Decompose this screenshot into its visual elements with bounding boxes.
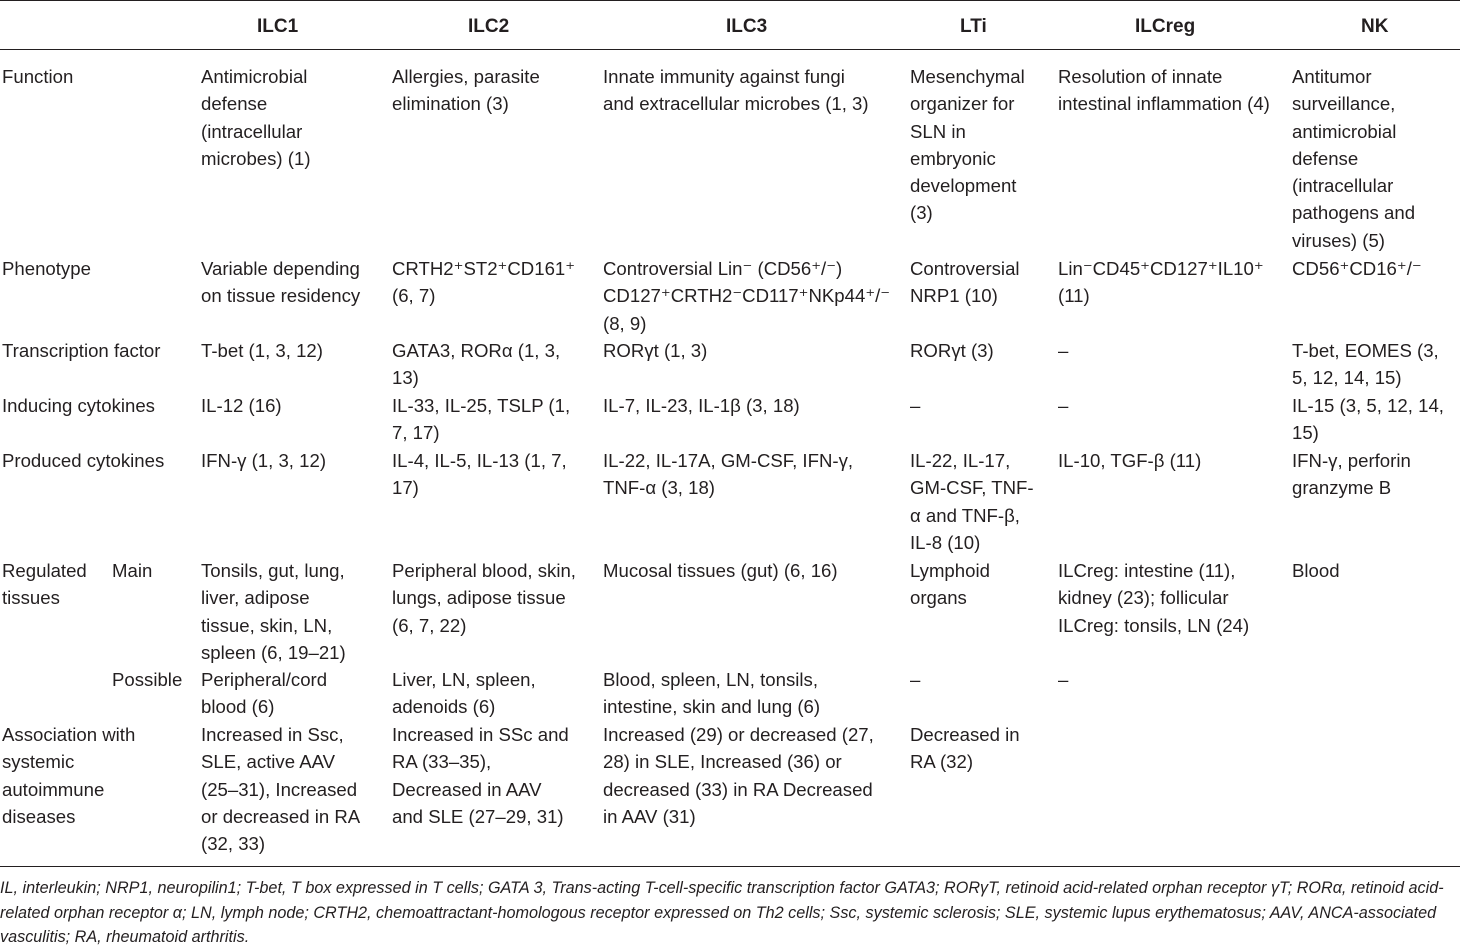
table-footnote: IL, interleukin; NRP1, neuropilin1; T-bet, T box expressed in T cells; GATA 3, Trans-acting T-cell-specific transcription factor GATA3; RORγT, retinoid acid-related orphan receptor γT; RORα, retinoid acid-related orphan receptor α; LN, lymph node; CRTH2, chemoattractant-homologous receptor expressed on Th2 cells; Ssc, systemic sclerosis; SLE, systemic lupus erythematosus; AAV, ANCA-associated vasculitis; RA, rheumatoid arthritis. xyxy=(0,879,1444,946)
row-label-produced-cytokines: Produced cytokines xyxy=(2,450,165,471)
col-header-ilc1: ILC1 xyxy=(257,16,299,37)
sub-label-possible: Possible xyxy=(112,669,183,690)
inducing-ilc2: IL-33, IL-25, TSLP (1, 7, 17) xyxy=(392,395,571,444)
possible-ilc3: Blood, spleen, LN, tonsils, intestine, skin and lung (6) xyxy=(603,669,821,718)
inducing-ilc3: IL-7, IL-23, IL-1β (3, 18) xyxy=(603,395,800,416)
sub-label-main: Main xyxy=(112,560,153,581)
main-ilcreg: ILCreg: intestine (11), kidney (23); follicular ILCreg: tonsils, LN (24) xyxy=(1058,560,1250,636)
association-ilc2: Increased in SSc and RA (33–35), Decreased in AAV and SLE (27–29, 31) xyxy=(392,724,569,827)
header-rule xyxy=(0,49,1460,50)
association-lti: Decreased in RA (32) xyxy=(910,724,1020,773)
main-ilc2: Peripheral blood, skin, lungs, adipose tissue (6, 7, 22) xyxy=(392,560,576,636)
transcription-lti: RORγt (3) xyxy=(910,340,994,361)
col-header-ilc3: ILC3 xyxy=(726,16,768,37)
row-label-phenotype: Phenotype xyxy=(2,258,91,279)
row-label-inducing-cytokines: Inducing cytokines xyxy=(2,395,155,416)
phenotype-nk: CD56⁺CD16⁺/⁻ xyxy=(1292,258,1422,279)
function-lti: Mesenchymal organizer for SLN in embryonic development (3) xyxy=(910,66,1025,224)
function-nk: Antitumor surveillance, antimicrobial defense (intracellular pathogens and viruses) (5) xyxy=(1292,66,1416,251)
transcription-ilc3: RORγt (1, 3) xyxy=(603,340,708,361)
transcription-ilc2: GATA3, RORα (1, 3, 13) xyxy=(392,340,561,389)
transcription-ilcreg: – xyxy=(1058,340,1069,361)
association-ilc3: Increased (29) or decreased (27, 28) in SLE, Increased (36) or decreased (33) in RA Decreased in AAV (31) xyxy=(603,724,874,827)
top-rule xyxy=(0,0,1460,1)
bottom-rule xyxy=(0,866,1460,867)
main-nk: Blood xyxy=(1292,560,1340,581)
function-ilc2: Allergies, parasite elimination (3) xyxy=(392,66,540,115)
phenotype-ilcreg: Lin⁻CD45⁺CD127⁺IL10⁺ (11) xyxy=(1058,258,1264,307)
phenotype-ilc2: CRTH2⁺ST2⁺CD161⁺ (6, 7) xyxy=(392,258,576,307)
col-header-lti: LTi xyxy=(960,16,987,37)
possible-ilcreg: – xyxy=(1058,669,1069,690)
produced-nk: IFN-γ, perforin granzyme B xyxy=(1292,450,1411,499)
inducing-ilc1: IL-12 (16) xyxy=(201,395,282,416)
function-ilc3: Innate immunity against fungi and extracellular microbes (1, 3) xyxy=(603,66,869,115)
row-label-transcription-factor: Transcription factor xyxy=(2,340,161,361)
association-ilc1: Increased in Ssc, SLE, active AAV (25–31), Increased or decreased in RA (32, 33) xyxy=(201,724,361,855)
col-header-ilcreg: ILCreg xyxy=(1135,16,1196,37)
function-ilc1: Antimicrobial defense (intracellular microbes) (1) xyxy=(201,66,311,169)
produced-ilc3: IL-22, IL-17A, GM-CSF, IFN-γ, TNF-α (3, 18) xyxy=(603,450,854,499)
col-header-ilc2: ILC2 xyxy=(468,16,510,37)
inducing-nk: IL-15 (3, 5, 12, 14, 15) xyxy=(1292,395,1444,444)
inducing-lti: – xyxy=(910,395,921,416)
possible-lti: – xyxy=(910,669,921,690)
transcription-ilc1: T-bet (1, 3, 12) xyxy=(201,340,323,361)
row-label-association: Association with systemic autoimmune diseases xyxy=(2,724,136,827)
produced-ilc1: IFN-γ (1, 3, 12) xyxy=(201,450,327,471)
produced-lti: IL-22, IL-17, GM-CSF, TNF- α and TNF-β, IL-8 (10) xyxy=(910,450,1034,553)
main-ilc3: Mucosal tissues (gut) (6, 16) xyxy=(603,560,838,581)
produced-ilc2: IL-4, IL-5, IL-13 (1, 7, 17) xyxy=(392,450,567,499)
inducing-ilcreg: – xyxy=(1058,395,1069,416)
main-lti: Lymphoid organs xyxy=(910,560,990,609)
possible-ilc1: Peripheral/cord blood (6) xyxy=(201,669,328,718)
phenotype-ilc3: Controversial Lin⁻ (CD56⁺/⁻) CD127⁺CRTH2⁻CD117⁺NKp44⁺/⁻ (8, 9) xyxy=(603,258,891,334)
main-ilc1: Tonsils, gut, lung, liver, adipose tissue, skin, LN, spleen (6, 19–21) xyxy=(201,560,346,663)
transcription-nk: T-bet, EOMES (3, 5, 12, 14, 15) xyxy=(1292,340,1439,389)
possible-ilc2: Liver, LN, spleen, adenoids (6) xyxy=(392,669,536,718)
produced-ilcreg: IL-10, TGF-β (11) xyxy=(1058,450,1202,471)
function-ilcreg: Resolution of innate intestinal inflammation (4) xyxy=(1058,66,1270,115)
row-label-function: Function xyxy=(2,66,74,87)
col-header-nk: NK xyxy=(1361,16,1389,37)
phenotype-ilc1: Variable depending on tissue residency xyxy=(201,258,361,307)
phenotype-lti: Controversial NRP1 (10) xyxy=(910,258,1020,307)
row-label-regulated-tissues: Regulated tissues xyxy=(2,560,87,609)
